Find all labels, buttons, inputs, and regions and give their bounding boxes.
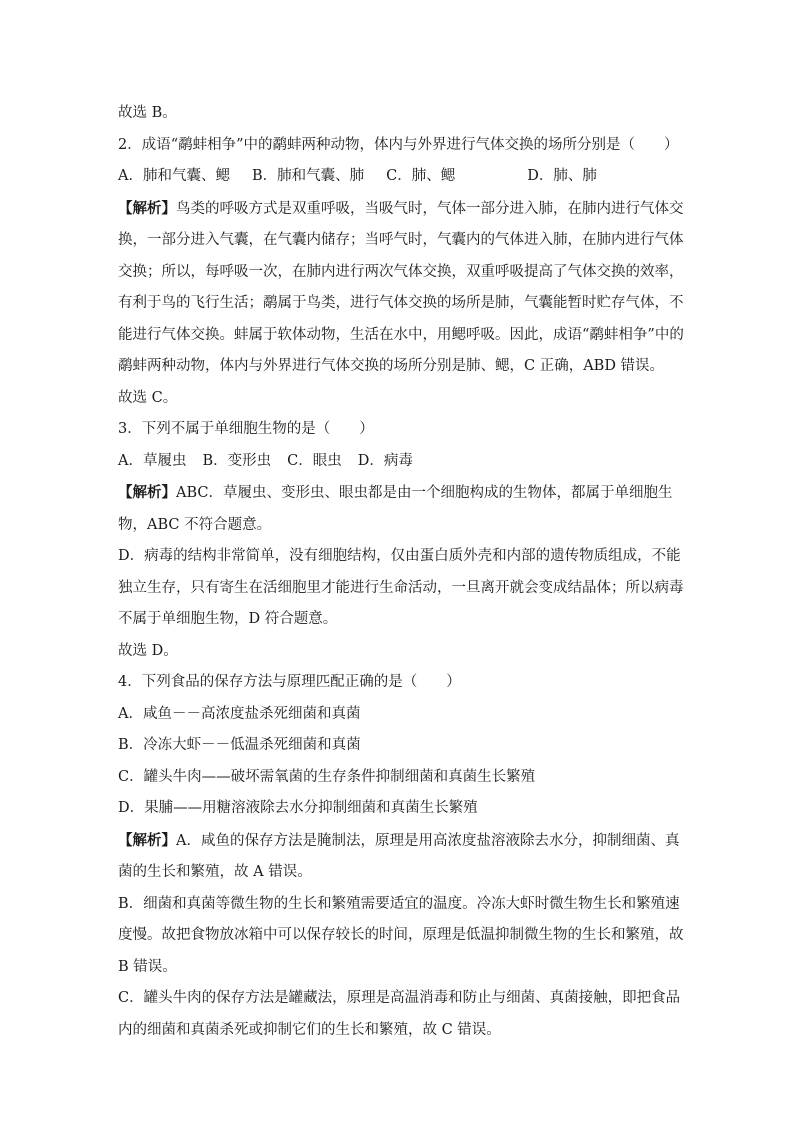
q4-analysis-line: 菌的生长和繁殖，故 A 错误。 (118, 864, 312, 880)
q3-options (118, 446, 678, 478)
analysis-label: 【解析】 (118, 199, 176, 217)
q2-option-a: A．肺和气囊、鳃 (118, 168, 230, 184)
q3-option-c: C．眼虫 (287, 452, 342, 469)
q4-c-line: C．罐头牛肉的保存方法是罐藏法，原理是高温消毒和防止与细菌、真菌接触，即把食品 (118, 990, 681, 1006)
q4-analysis-line (118, 825, 678, 858)
analysis-label: 【解析】 (118, 484, 176, 501)
q3-stem: 3．下列不属于单细胞生物的是（ ） (118, 421, 374, 437)
q4-option-b: B．冷冻大虾－－低温杀死细菌和真菌 (118, 737, 361, 753)
q2-analysis-line: 交换；所以，每呼吸一次，在肺内进行两次气体交换，双重呼吸提高了气体交换的效率， (118, 263, 684, 280)
q2-conclusion: 故选 C。 (118, 389, 178, 406)
q2-analysis-line: 有利于鸟的飞行生活；鹬属于鸟类，进行气体交换的场所是肺，气囊能暂时贮存气体，不 (118, 295, 684, 311)
q4-b-line: B 错误。 (118, 958, 177, 975)
q3-option-a: A．草履虫 (118, 452, 187, 469)
q2-analysis-line: 换，一部分进入气囊，在气囊内储存；当呼气时，气囊内的气体进入肺，在肺内进行气体 (118, 232, 684, 248)
q4-stem: 4．下列食品的保存方法与原理匹配正确的是（ ） (118, 674, 461, 690)
q3-option-d: D．病毒 (357, 452, 413, 469)
q3-d-line: 独立生存，只有寄生在活细胞里才能进行生命活动，一旦离开就会变成结晶体；所以病毒 (118, 579, 684, 596)
q4-b-line: 度慢。故把食物放冰箱中可以保存较长的时间，原理是低温抑制微生物的生长和繁殖，故 (118, 927, 684, 943)
q2-analysis-line: 能进行气体交换。蚌属于软体动物，生活在水中，用鳃呼吸。因此，成语“鹬蚌相争”中的 (118, 326, 684, 343)
q3-conclusion: 故选 D。 (118, 642, 178, 659)
q1-conclusion: 故选 B。 (118, 105, 177, 121)
q2-option-d: D．肺、肺 (527, 168, 597, 184)
analysis-text: A．咸鱼的保存方法是腌制法，原理是用高浓度盐溶液除去水分，抑制细菌、真 (176, 832, 680, 849)
q4-b-line: B．细菌和真菌等微生物的生长和繁殖需要适宜的温度。冷冻大虾时微生物生长和繁殖速 (118, 895, 680, 912)
q4-option-a: A．咸鱼－－高浓度盐杀死细菌和真菌 (118, 705, 361, 722)
analysis-label: 【解析】 (118, 831, 176, 849)
q2-option-c: C．肺、鳃 (386, 168, 456, 184)
q2-options (118, 161, 678, 193)
q4-option-c: C．罐头牛肉——破坏需氧菌的生存条件抑制细菌和真菌生长繁殖 (118, 768, 536, 785)
q3-d-line: D．病毒的结构非常简单，没有细胞结构，仅由蛋白质外壳和内部的遗传物质组成，不能 (118, 548, 681, 564)
q4-c-line: 内的细菌和真菌杀死或抑制它们的生长和繁殖，故 C 错误。 (118, 1021, 501, 1038)
q3-analysis-line: 物，ABC 不符合题意。 (118, 516, 272, 533)
q3-option-b: B．变形虫 (202, 452, 272, 469)
analysis-text: 鸟类的呼吸方式是双重呼吸，当吸气时，气体一部分进入肺，在肺内进行气体交 (176, 200, 684, 217)
q4-option-d: D．果脯——用糖溶液除去水分抑制细菌和真菌生长繁殖 (118, 800, 478, 816)
q2-analysis-line: 鹬蚌两种动物，体内与外界进行气体交换的场所分别是肺、鳃，C 正确，ABD 错误。 (118, 358, 665, 374)
q3-d-line: 不属于单细胞生物，D 符合题意。 (118, 611, 338, 627)
q2-stem: 2．成语“鹬蚌相争”中的鹬蚌两种动物，体内与外界进行气体交换的场所分别是（ ） (118, 136, 679, 153)
q3-analysis-line (118, 477, 678, 510)
document-body (118, 98, 684, 1046)
q2-analysis-line (118, 193, 684, 226)
analysis-text: ABC．草履虫、变形虫、眼虫都是由一个细胞构成的生物体，都属于单细胞生 (176, 485, 673, 501)
q2-option-b: B．肺和气囊、肺 (251, 168, 365, 184)
